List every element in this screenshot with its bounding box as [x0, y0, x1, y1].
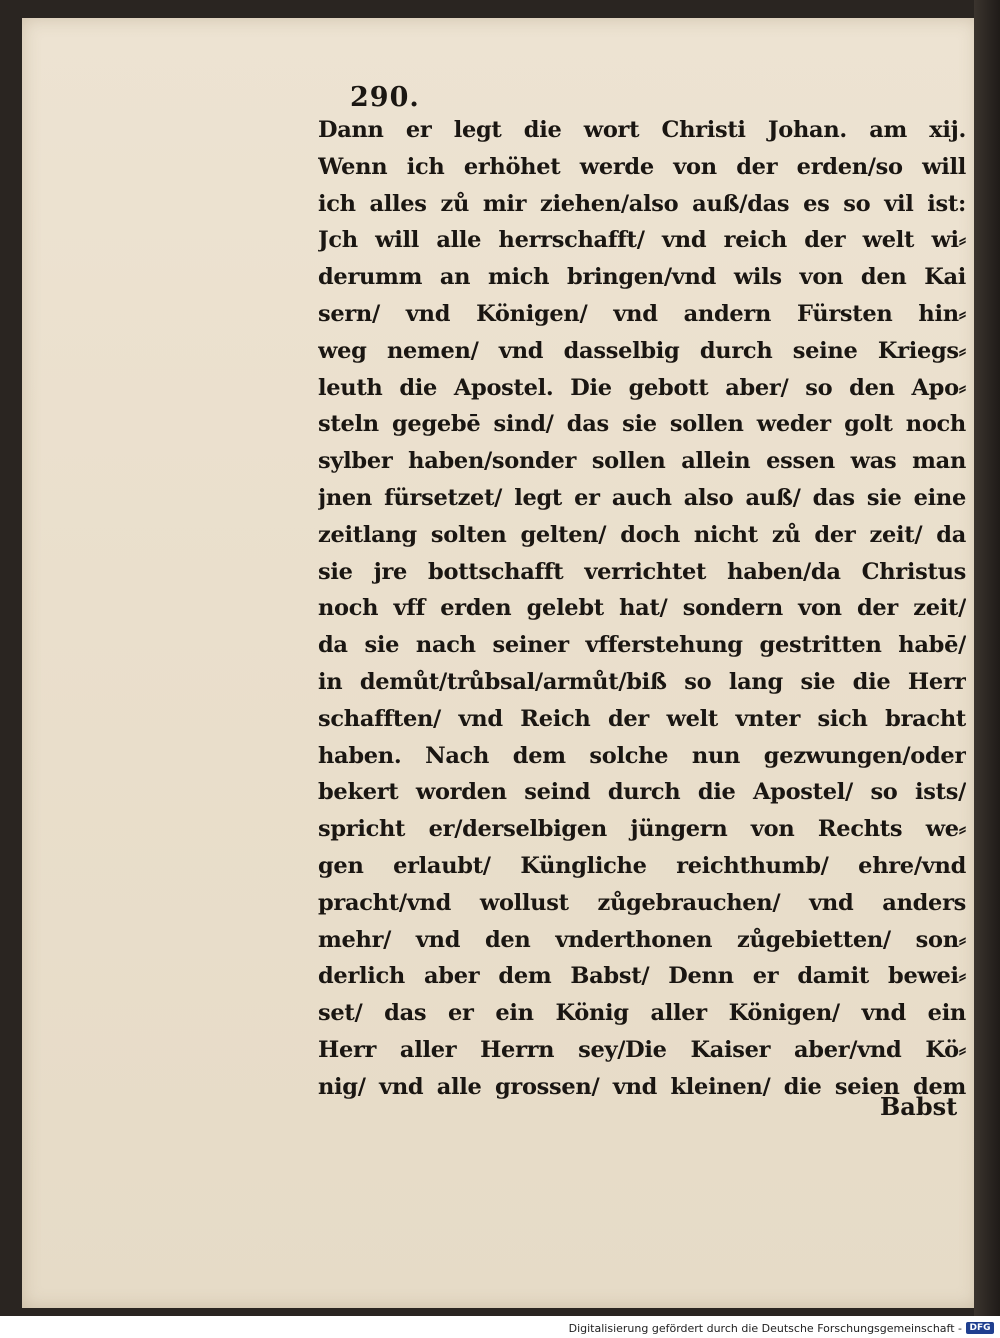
- digitization-credit: Digitalisierung gefördert durch die Deutsche Forschungsgemeinschaft -: [568, 1322, 962, 1335]
- text-line: leuth die Apostel. Die gebott aber/ so den Apo⸗: [318, 374, 966, 401]
- text-line: pracht/vnd wollust zůgebrauchen/ vnd anders: [318, 889, 966, 916]
- text-line: sie jre bottschafft verrichtet haben/da Christus: [318, 558, 966, 585]
- text-line: zeitlang solten gelten/ doch nicht zů der zeit/ da: [318, 521, 966, 548]
- book-gutter-shadow: [974, 0, 1000, 1316]
- text-line: nig/ vnd alle grossen/ vnd kleinen/ die seien dem: [318, 1073, 966, 1100]
- text-line: set/ das er ein König aller Königen/ vnd ein: [318, 1000, 966, 1027]
- text-line: Jch will alle herrschafft/ vnd reich der welt wi⸗: [318, 227, 966, 254]
- text-line: haben. Nach dem solche nun gezwungen/oder: [318, 742, 966, 769]
- text-line: derlich aber dem Babst/ Denn er damit bewei⸗: [318, 963, 966, 990]
- text-line: Wenn ich erhöhet werde von der erden/so will: [318, 153, 966, 180]
- catchword: Babst: [880, 1092, 958, 1121]
- body-text: [318, 112, 966, 1106]
- text-line: in demůt/trůbsal/armůt/biß so lang sie die Herr: [318, 668, 966, 695]
- text-line: weg nemen/ vnd dasselbig durch seine Kriegs⸗: [318, 337, 966, 364]
- text-line: sylber haben/sonder sollen allein essen was man: [318, 448, 966, 475]
- text-line: jnen fürsetzet/ legt er auch also auß/ das sie eine: [318, 484, 966, 511]
- text-line: schafften/ vnd Reich der welt vnter sich bracht: [318, 705, 966, 732]
- text-line: mehr/ vnd den vnderthonen zůgebietten/ son⸗: [318, 926, 966, 953]
- text-line: sern/ vnd Königen/ vnd andern Fürsten hin⸗: [318, 300, 966, 327]
- text-line: spricht er/derselbigen jüngern von Rechts we⸗: [318, 816, 966, 843]
- text-line: Dann er legt die wort Christi Johan. am xij.: [318, 117, 966, 143]
- text-line: noch vff erden gelebt hat/ sondern von der zeit/: [318, 595, 966, 622]
- text-line: ich alles zů mir ziehen/also auß/das es so vil ist:: [318, 190, 966, 217]
- text-line: da sie nach seiner vfferstehung gestritten habē/: [318, 632, 966, 659]
- text-line: Herr aller Herrn sey/Die Kaiser aber/vnd Kö⸗: [318, 1036, 966, 1063]
- dfg-logo-icon: DFG: [966, 1322, 994, 1334]
- text-line: bekert worden seind durch die Apostel/ so ists/: [318, 779, 966, 806]
- text-line: gen erlaubt/ Küngliche reichthumb/ ehre/vnd: [318, 852, 966, 879]
- text-line: derumm an mich bringen/vnd wils von den Kai: [318, 264, 966, 291]
- page-number: 290.: [350, 82, 420, 113]
- text-line: steln gegebē sind/ das sie sollen weder golt noch: [318, 411, 966, 438]
